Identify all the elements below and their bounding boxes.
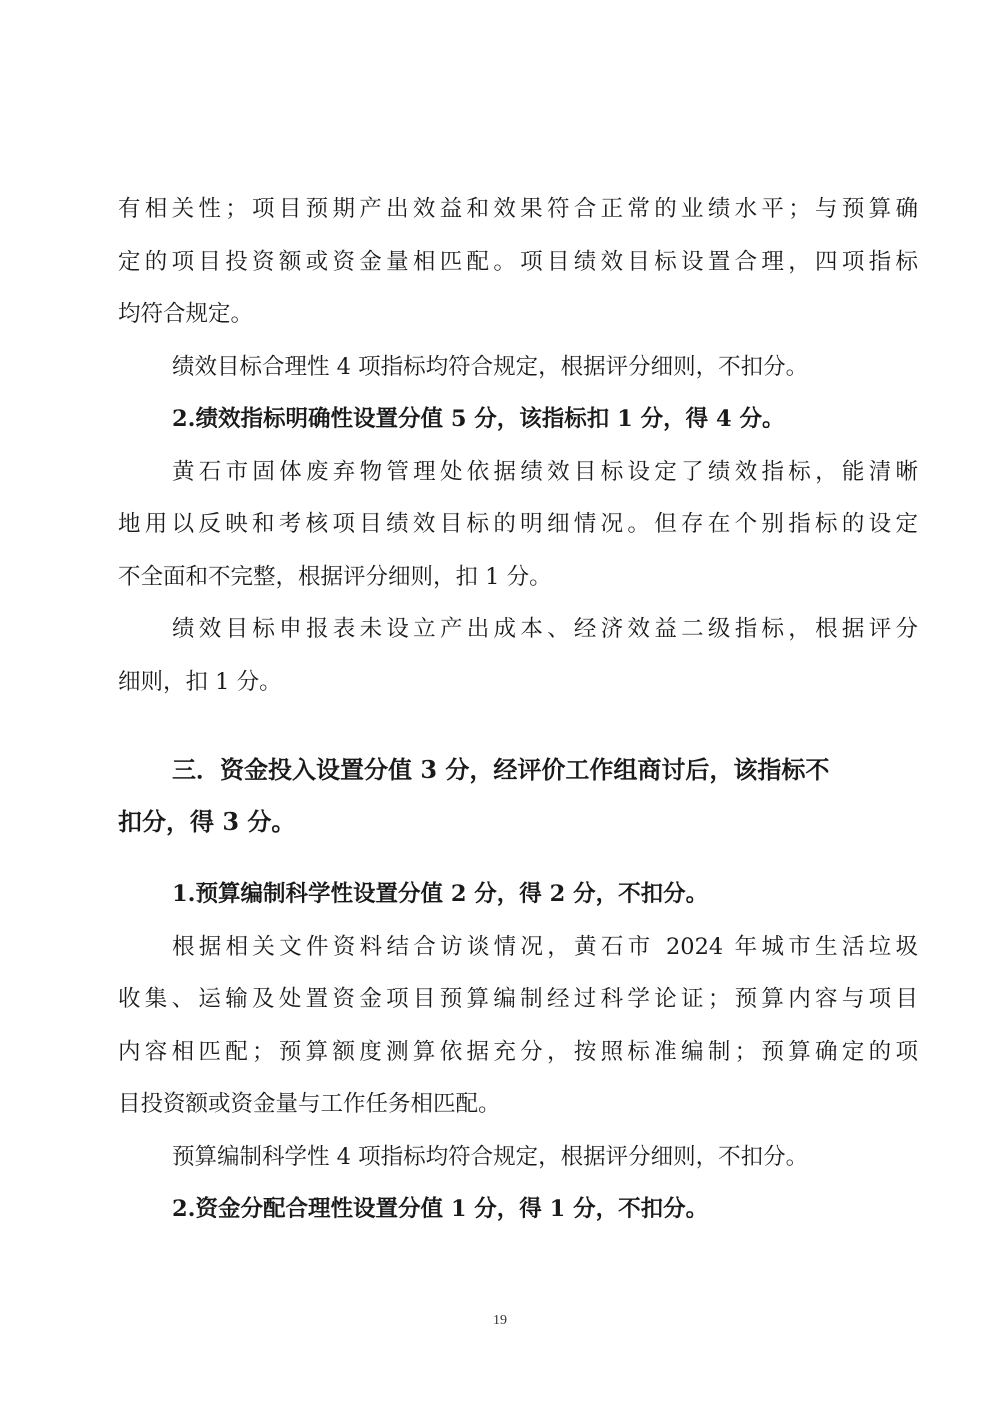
text-line: 目投资额或资金量与工作任务相匹配。 [118, 1091, 501, 1117]
paragraph [118, 921, 918, 1131]
subheading [118, 393, 918, 446]
text-line: 预算编制科学性 4 项指标均符合规定，根据评分细则，不扣分。 [172, 1143, 809, 1170]
text-line: 地用以反映和考核项目绩效目标的明细情况。但存在个别指标的设定 [118, 511, 918, 537]
text-line: 黄石市固体废弃物管理处依据绩效目标设定了绩效指标，能清晰 [172, 458, 918, 485]
section-heading-line: 三．资金投入设置分值 3 分，经评价工作组商讨后，该指标不 [172, 755, 830, 784]
section-heading [118, 744, 918, 848]
subheading [118, 868, 918, 921]
text-line: 绩效目标申报表未设立产出成本、经济效益二级指标，根据评分 [172, 616, 918, 642]
page-number: 19 [493, 1313, 507, 1328]
text-line: 绩效目标合理性 4 项指标均符合规定，根据评分细则，不扣分。 [172, 353, 809, 380]
text-line: 均符合规定。 [118, 301, 254, 327]
subheading [118, 1183, 918, 1236]
subheading-text: 2.绩效指标明确性设置分值 5 分，该指标扣 1 分，得 4 分。 [172, 406, 785, 432]
paragraph [118, 183, 918, 341]
text-line: 定的项目投资额或资金量相匹配。项目绩效目标设置合理，四项指标 [118, 248, 918, 275]
text-line: 不全面和不完整，根据评分细则，扣 1 分。 [118, 563, 552, 590]
paragraph [118, 603, 918, 708]
document-body [118, 183, 918, 1236]
text-line: 细则，扣 1 分。 [118, 668, 282, 695]
text-line: 内容相匹配；预算额度测算依据充分，按照标准编制；预算确定的项 [118, 1038, 918, 1065]
text-line: 根据相关文件资料结合访谈情况，黄石市 2024 年城市生活垃圾 [172, 933, 918, 960]
text-line: 收集、运输及处置资金项目预算编制经过科学论证；预算内容与项目 [118, 986, 918, 1012]
paragraph [118, 1131, 918, 1184]
subheading-text: 1.预算编制科学性设置分值 2 分，得 2 分，不扣分。 [172, 881, 709, 907]
spacer [118, 848, 918, 868]
paragraph [118, 341, 918, 394]
paragraph [118, 446, 918, 604]
subheading-text: 2.资金分配合理性设置分值 1 分，得 1 分，不扣分。 [172, 1196, 709, 1222]
spacer [118, 708, 918, 744]
section-heading-line: 扣分，得 3 分。 [118, 807, 296, 836]
text-line: 有相关性；项目预期产出效益和效果符合正常的业绩水平；与预算确 [118, 196, 918, 222]
